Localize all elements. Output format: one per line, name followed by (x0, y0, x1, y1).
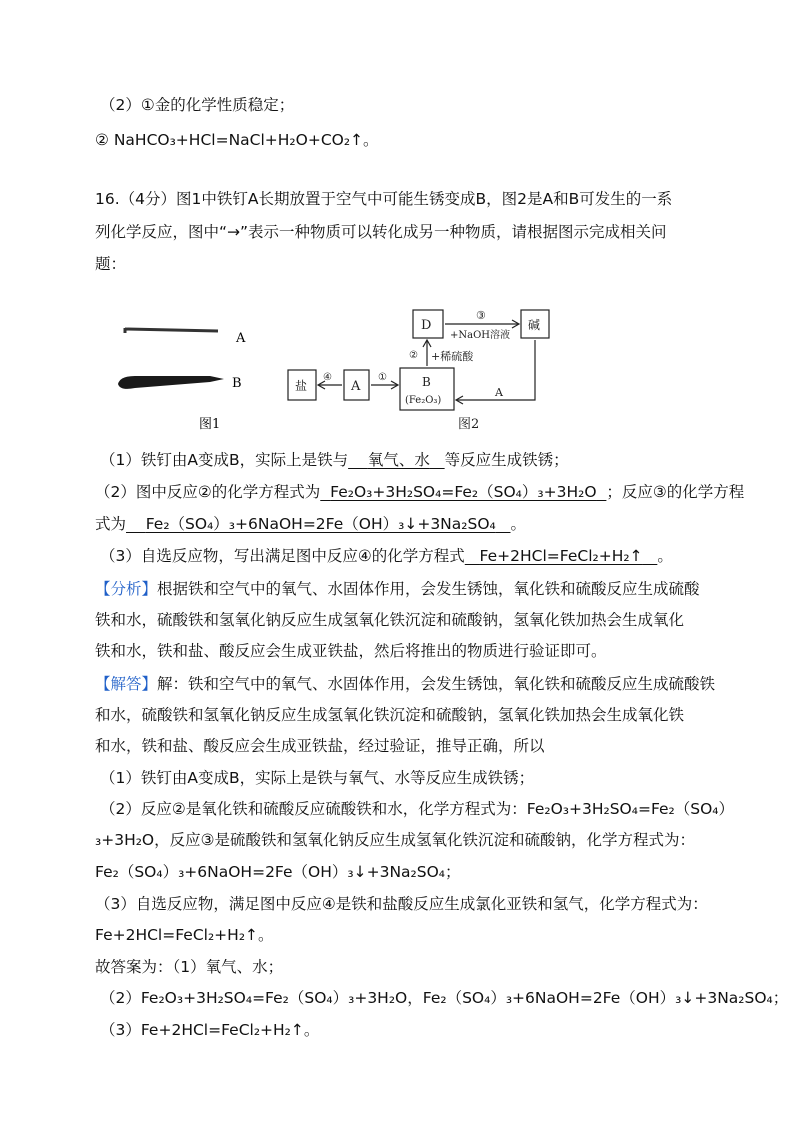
solution-line-1: 【解答】解：铁和空气中的氧气、水固体作用，会发生锈蚀，氧化铁和硫酸反应生成硫酸铁 (95, 675, 716, 693)
arrow-1-number: ① (378, 372, 387, 383)
nail-a-label: A (236, 331, 246, 346)
question-figure (0, 298, 800, 438)
question-16-stem-3: 题： (95, 255, 127, 273)
solution-line-2: 和水，硫酸铁和氢氧化钠反应生成氢氧化铁沉淀和硫酸钠，氢氧化铁加热会生成氧化铁 (95, 706, 685, 724)
answer-2-blank: Fe₂O₃+3H₂SO₄=Fe₂（SO₄）₃+3H₂O (330, 483, 597, 501)
solution-step-2c: Fe₂（SO₄）₃+6NaOH=2Fe（OH）₃↓+3Na₂SO₄； (95, 863, 461, 881)
final-answer-2: （2）Fe₂O₃+3H₂SO₄=Fe₂（SO₄）₃+3H₂O，Fe₂（SO₄）₃+6NaOH=2Fe（OH）₃↓+3Na₂SO₄； (100, 989, 789, 1007)
arrow-2-label: +稀硫酸 (431, 350, 474, 363)
prev-answer-line-2: ② NaHCO₃+HCl=NaCl+H₂O+CO₂↑。 (95, 131, 379, 149)
arrow-4-number: ④ (323, 372, 332, 383)
box-a-label: A (351, 379, 361, 394)
solution-step-3a: （3）自选反应物，满足图中反应④是铁和盐酸反应生成氯化亚铁和氢气，化学方程式为： (95, 895, 708, 913)
question-16-stem-2: 列化学反应，图中“→”表示一种物质可以转化成另一种物质，请根据图示完成相关问 (95, 223, 667, 241)
prev-answer-line-1: （2）①金的化学性质稳定； (100, 96, 295, 114)
analysis-line-3: 铁和水，铁和盐、酸反应会生成亚铁盐，然后将推出的物质进行验证即可。 (95, 642, 607, 660)
final-answer-0: 故答案为：（1）氧气、水； (95, 958, 284, 976)
answer-2-suffix: ；反应③的化学方程 (606, 483, 745, 501)
answer-2b-blank: Fe₂（SO₄）₃+6NaOH=2Fe（OH）₃↓+3Na₂SO₄ (145, 515, 496, 533)
answer-1-blank: 氧气、水 (367, 451, 430, 469)
answer-3-suffix: 。 (657, 547, 673, 565)
back-arrow-label: A (495, 386, 503, 399)
solution-line-3: 和水，铁和盐、酸反应会生成亚铁盐，经过验证，推导正确，所以 (95, 737, 545, 755)
solution-step-1: （1）铁钉由A变成B，实际上是铁与氧气、水等反应生成铁锈； (100, 769, 535, 787)
answer-1-suffix: 等反应生成铁锈； (444, 451, 569, 469)
solution-step-2b: ₃+3H₂O，反应③是硫酸铁和氢氧化钠反应生成氢氧化铁沉淀和硫酸钠，化学方程式为： (95, 831, 696, 849)
arrow-3-label: +NaOH溶液 (450, 330, 511, 341)
answer-2b-prefix: 式为 (95, 515, 127, 533)
box-d-label: D (421, 318, 432, 333)
answer-3 (100, 545, 673, 567)
answer-2b-suffix: 。 (510, 515, 527, 533)
answer-2 (95, 481, 744, 503)
question-16-stem-1: 16.（4分）图1中铁钉A长期放置于空气中可能生锈变成B，图2是A和B可发生的一系 (95, 190, 673, 208)
answer-1-prefix: （1）铁钉由A变成B，实际上是铁与 (100, 451, 349, 469)
analysis-line-1: 【分析】根据铁和空气中的氧气、水固体作用，会发生锈蚀，氧化铁和硫酸反应生成硫酸 (95, 580, 700, 598)
arrow-2-number: ② (409, 350, 418, 361)
box-b-formula: (Fe₂O₃) (405, 395, 442, 406)
answer-3-prefix: （3）自选反应物，写出满足图中反应④的化学方程式 (100, 547, 465, 565)
box-b-label: B (422, 375, 431, 389)
nail-a (125, 329, 218, 331)
final-answer-3: （3）Fe+2HCl=FeCl₂+H₂↑。 (100, 1021, 320, 1039)
analysis-tag: 【分析】 (95, 580, 158, 598)
nail-b-label: B (232, 376, 242, 391)
answer-3-blank: Fe+2HCl=FeCl₂+H₂↑ (479, 547, 643, 565)
figure-2-labels (295, 309, 540, 432)
analysis-line-2: 铁和水，硫酸铁和氢氧化钠反应生成氢氧化铁沉淀和硫酸钠，氢氧化铁加热会生成氧化 (95, 611, 685, 629)
nail-b (118, 376, 224, 389)
figure-1-caption: 图1 (199, 417, 221, 432)
arrow-3-number: ③ (476, 309, 486, 322)
solution-step-2a: （2）反应②是氧化铁和硫酸反应硫酸铁和水，化学方程式为：Fe₂O₃+3H₂SO₄=Fe₂（SO₄） (100, 800, 735, 818)
box-salt-label: 盐 (295, 379, 308, 393)
figure-2-caption: 图2 (458, 417, 480, 432)
answer-2b (95, 513, 526, 535)
solution-step-3b: Fe+2HCl=FeCl₂+H₂↑。 (95, 926, 274, 944)
figure-1 (118, 328, 246, 432)
answer-2-prefix: （2）图中反应②的化学方程式为 (95, 483, 321, 501)
answer-1 (100, 449, 569, 471)
box-base-label: 碱 (528, 318, 541, 332)
solution-tag: 【解答】 (95, 675, 158, 693)
